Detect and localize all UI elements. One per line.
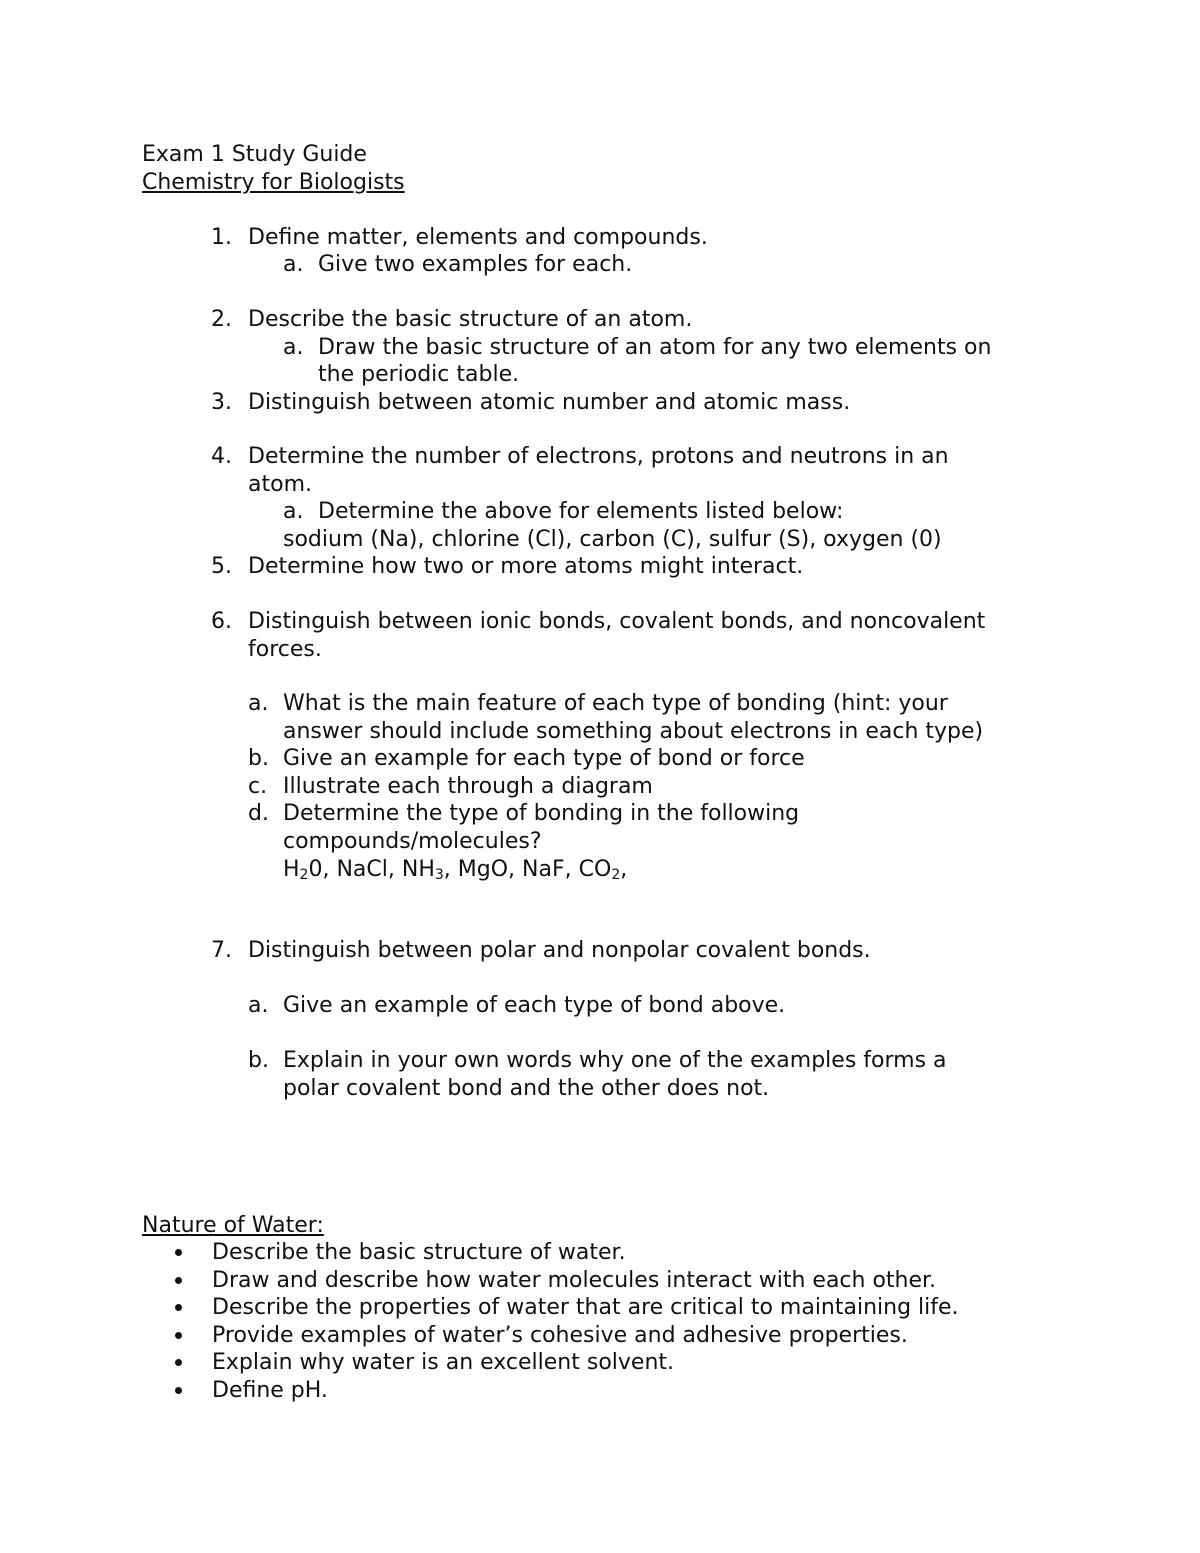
formula-list — [283, 856, 627, 884]
formula-nh3-b: , — [443, 857, 458, 882]
question-2a-text-line2: the periodic table. — [318, 362, 520, 387]
question-7b-text-line1: Explain in your own words why one of the examples forms a — [283, 1048, 947, 1073]
question-number-3: 3. — [211, 390, 232, 415]
formula-co2-b: , — [620, 857, 628, 882]
question-7-text: Distinguish between polar and nonpolar covalent bonds. — [248, 938, 871, 963]
bullet-icon — [175, 1277, 182, 1284]
question-number-2: 2. — [211, 307, 232, 332]
water-item-6: Define pH. — [212, 1378, 328, 1403]
formula-nh3-a: NH — [401, 857, 435, 882]
question-1-text: Define matter, elements and compounds. — [248, 225, 708, 250]
formula-co2-a: CO — [578, 857, 612, 882]
question-6-text-line2: forces. — [248, 637, 322, 662]
question-number-6: 6. — [211, 609, 232, 634]
question-4-text-line1: Determine the number of electrons, protons and neutrons in an — [248, 444, 949, 469]
formula-h2o-a: H — [283, 857, 300, 882]
question-4a-text: Determine the above for elements listed below: — [318, 499, 844, 524]
question-6a-text-line2: answer should include something about electrons in each type) — [283, 719, 984, 744]
question-2a-text-line1: Draw the basic structure of an atom for any two elements on — [318, 335, 992, 360]
bullet-icon — [175, 1304, 182, 1311]
formula-mgo: MgO, — [457, 857, 523, 882]
formula-naf: NaF, — [522, 857, 579, 882]
question-4a-label: a. — [283, 499, 304, 524]
question-number-4: 4. — [211, 444, 232, 469]
question-6a-text-line1: What is the main feature of each type of bonding (hint: your — [283, 691, 948, 716]
question-5-text: Determine how two or more atoms might interact. — [248, 554, 804, 579]
question-number-5: 5. — [211, 554, 232, 579]
water-heading: Nature of Water: — [142, 1213, 324, 1238]
question-6b-label: b. — [248, 746, 269, 771]
question-7b-text-line2: polar covalent bond and the other does not. — [283, 1076, 770, 1101]
question-6c-text: Illustrate each through a diagram — [283, 774, 653, 799]
formula-nh3-sub: 3 — [434, 867, 444, 883]
bullet-icon — [175, 1249, 182, 1256]
formula-nacl: NaCl, — [336, 857, 402, 882]
formula-h2o-b: 0, — [308, 857, 337, 882]
bullet-icon — [175, 1359, 182, 1366]
question-7a-label: a. — [248, 993, 269, 1018]
question-number-7: 7. — [211, 938, 232, 963]
formula-h2o-sub: 2 — [299, 867, 309, 883]
question-7b-label: b. — [248, 1048, 269, 1073]
question-7a-text: Give an example of each type of bond above. — [283, 993, 786, 1018]
water-item-3: Describe the properties of water that are critical to maintaining life. — [212, 1295, 959, 1320]
bullet-icon — [175, 1387, 182, 1394]
formula-co2-sub: 2 — [611, 867, 621, 883]
water-item-5: Explain why water is an excellent solvent. — [212, 1350, 675, 1375]
bullet-icon — [175, 1332, 182, 1339]
question-1a-label: a. — [283, 252, 304, 277]
question-2a-label: a. — [283, 335, 304, 360]
question-6b-text: Give an example for each type of bond or force — [283, 746, 805, 771]
question-6d-label: d. — [248, 801, 269, 826]
doc-title: Exam 1 Study Guide — [142, 142, 367, 167]
question-6c-label: c. — [248, 774, 268, 799]
question-6a-label: a. — [248, 691, 269, 716]
water-item-2: Draw and describe how water molecules interact with each other. — [212, 1268, 937, 1293]
question-1a-text: Give two examples for each. — [318, 252, 633, 277]
question-number-1: 1. — [211, 225, 232, 250]
question-3-text: Distinguish between atomic number and atomic mass. — [248, 390, 851, 415]
question-6d-text-line2: compounds/molecules? — [283, 829, 542, 854]
water-item-1: Describe the basic structure of water. — [212, 1240, 626, 1265]
question-6d-text-line1: Determine the type of bonding in the following — [283, 801, 800, 826]
question-4-text-line2: atom. — [248, 472, 312, 497]
question-4a-elements: sodium (Na), chlorine (Cl), carbon (C), sulfur (S), oxygen (0) — [283, 527, 942, 552]
course-title: Chemistry for Biologists — [142, 170, 405, 195]
water-item-4: Provide examples of water’s cohesive and adhesive properties. — [212, 1323, 908, 1348]
question-6-text-line1: Distinguish between ionic bonds, covalent bonds, and noncovalent — [248, 609, 986, 634]
question-2-text: Describe the basic structure of an atom. — [248, 307, 693, 332]
